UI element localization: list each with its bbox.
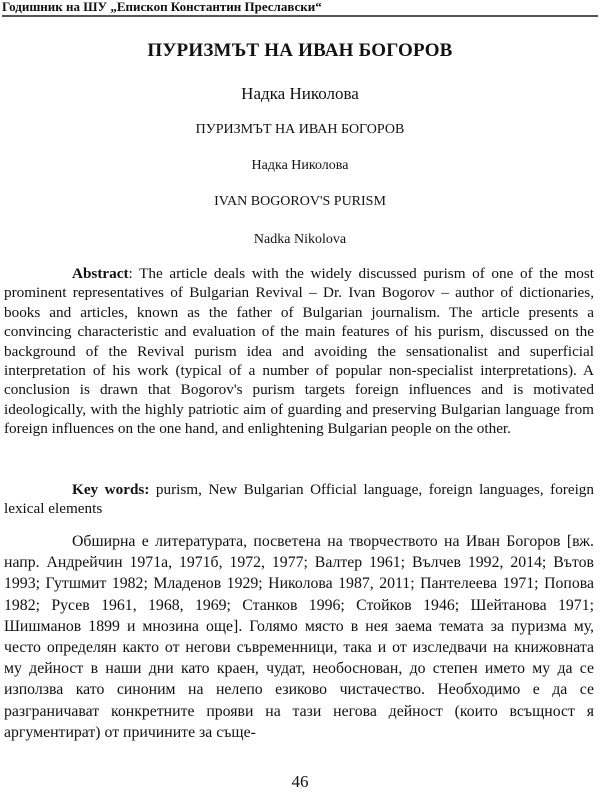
author-name-bg: Надка Николова bbox=[241, 84, 359, 103]
article-title-en: IVAN BOGOROV'S PURISM bbox=[214, 194, 386, 209]
abstract-text: : The article deals with the widely discussed purism of one of the most prominent representatives of Bulgarian Revival – Dr. Ivan Bogorov – author of dictionaries, books and articles, known as the father of Bulgarian journalism. The article presents a convincing characteristic and evaluation of the main features of his purism, discussed on the background of the Revival purism idea and avoiding the sensationalist and superficial interpretation of his work (typical of a number of popular non-specialist interpretations). A conclusion is drawn that Bogorov's purism targets foreign influences and is motivated ideologically, with the highly patriotic aim of guarding and preserving Bulgarian language from foreign influences on the one hand, and enlightening Bulgarian people on the other. bbox=[4, 265, 594, 438]
abstract-label: Abstract bbox=[72, 265, 129, 282]
keywords-label: Key words: bbox=[72, 481, 150, 498]
keywords bbox=[4, 480, 594, 519]
article-title-bg: ПУРИЗМЪТ НА ИВАН БОГОРОВ bbox=[147, 40, 453, 61]
body-paragraph bbox=[4, 531, 594, 743]
article-title-bg-secondary: ПУРИЗМЪТ НА ИВАН БОГОРОВ bbox=[195, 122, 405, 137]
running-header: Годишник на ШУ „Епископ Константин Преславски“ bbox=[2, 0, 598, 17]
author-name-bg-secondary: Надка Николова bbox=[251, 158, 349, 173]
body-paragraph-text: Обширна е литературата, посветена на творчеството на Иван Богоров [вж. напр. Андрейчин 1971а, 1971б, 1972, 1977; Валтер 1961; Вълчев 1992, 2014; Вътов 1993; Гутшмит 1982; Младенов 1929; Николова 1987, 2011; Пантелеева 1971; Попова 1982; Русев 1961, 1968, 1969; Станков 1996; Стойков 1946; Шейтанова 1971; Шишманов 1899 и мнозина още]. Голямо място в нея заема темата за пуризма му, често определян както от негови съвременници, така и от изследвачи на книжовната му дейност в наши дни като краен, чудат, необоснован, до степен името му да се използва като синоним на нелепо езиково чистачество. Необходимо е да се разграничават конкретните прояви на тази негова дейност (които всъщност я аргументират) от причините за съще- bbox=[4, 533, 594, 741]
keywords-text: purism, New Bulgarian Official language, foreign languages, foreign lexical elements bbox=[4, 481, 594, 518]
page-number: 46 bbox=[291, 772, 309, 791]
author-name-en: Nadka Nikolova bbox=[253, 232, 347, 247]
abstract bbox=[4, 264, 594, 439]
